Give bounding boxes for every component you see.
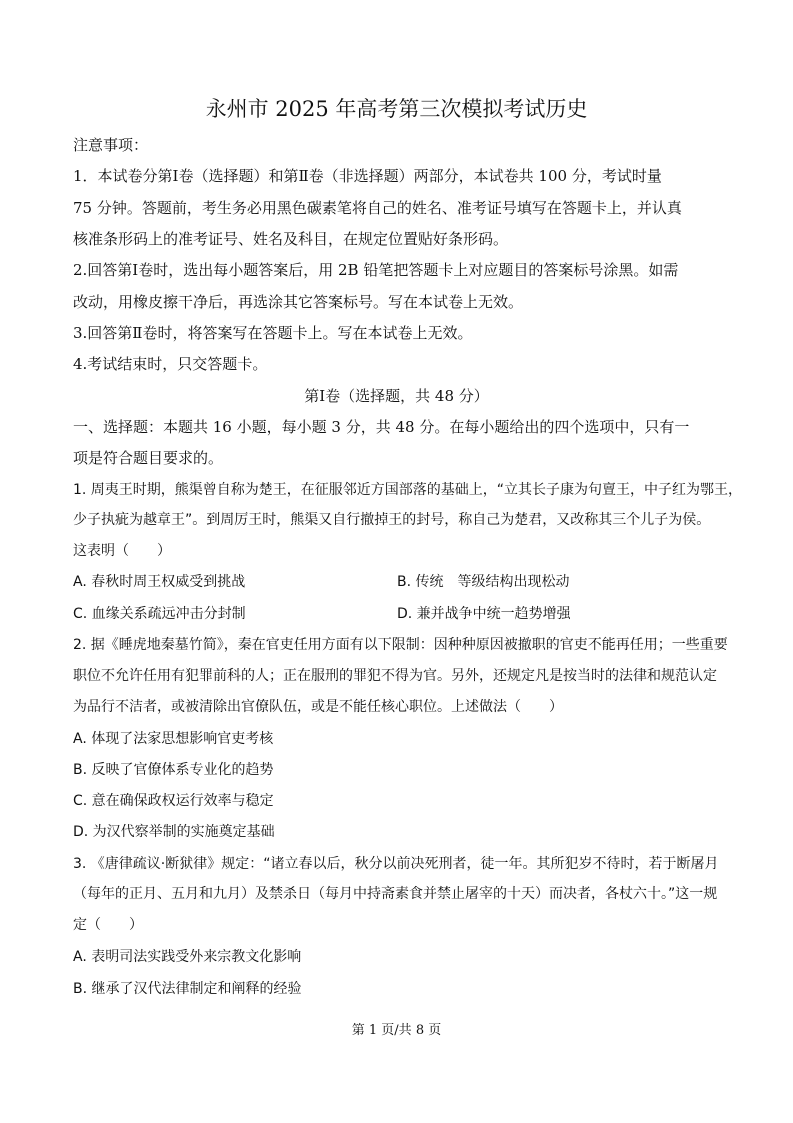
- section-intro-line: 项是符合题目要求的。: [73, 449, 224, 467]
- exam-title: 永州市 2025 年高考第三次模拟考试历史: [205, 97, 588, 121]
- notice-line: 改动，用橡皮擦干净后，再选涂其它答案标号。写在本试卷上无效。: [73, 293, 524, 311]
- question-1-text: 这表明（ ）: [73, 543, 171, 559]
- question-3-text: 3. 《唐律疏议·断狱律》规定：“诸立春以后，秋分以前决死刑者，徒一年。其所犯岁不待时，若于断屠月: [73, 856, 719, 872]
- question-2-text: 2. 据《睡虎地秦墓竹简》，秦在官吏任用方面有以下限制：因种种原因被撤职的官吏不能再任用；一些重要: [73, 637, 728, 653]
- question-2-option-a: A. 体现了法家思想影响官吏考核: [73, 731, 274, 747]
- question-1-option-a: A. 春秋时周王权威受到挑战: [73, 574, 246, 590]
- question-1-option-b: B. 传统 等级结构出现松动: [397, 574, 570, 590]
- notice-line: 4.考试结束时，只交答题卡。: [73, 355, 268, 373]
- section-intro-line: 一、选择题：本题共 16 小题，每小题 3 分，共 48 分。在每小题给出的四个选项中，只有一: [73, 418, 690, 436]
- notice-line: 1．本试卷分第Ⅰ卷（选择题）和第Ⅱ卷（非选择题）两部分，本试卷共 100 分，考试时量: [73, 167, 662, 185]
- notice-line: 75 分钟。答题前，考生务必用黑色碳素笔将自己的姓名、准考证号填写在答题卡上，并认真: [73, 199, 682, 217]
- section-title: 第Ⅰ卷（选择题，共 48 分）: [304, 387, 489, 405]
- question-1-text: 1. 周夷王时期，熊渠曾自称为楚王，在征服邻近方国部落的基础上，“立其长子康为句亶王，中子红为鄂王，: [73, 482, 743, 498]
- question-2-text: 为品行不洁者，或被清除出官僚队伍，或是不能任核心职位。上述做法（ ）: [73, 699, 563, 715]
- question-3-text: （每年的正月、五月和九月）及禁杀日（每月中持斋素食并禁止屠宰的十天）而决者，各杖六十。”这一规: [73, 886, 718, 902]
- notice-line: 核准条形码上的准考证号、姓名及科目，在规定位置贴好条形码。: [73, 230, 509, 248]
- page-footer: 第 1 页/共 8 页: [351, 1023, 442, 1038]
- question-2-option-c: C. 意在确保政权运行效率与稳定: [73, 793, 274, 809]
- question-2-option-b: B. 反映了官僚体系专业化的趋势: [73, 762, 274, 778]
- notice-line: 2.回答第Ⅰ卷时，选出每小题答案后，用 2B 铅笔把答题卡上对应题目的答案标号涂黑。如需: [73, 261, 679, 279]
- question-2-text: 职位不允许任用有犯罪前科的人；正在服刑的罪犯不得为官。另外，还规定凡是按当时的法律和规范认定: [73, 668, 717, 684]
- notice-line: 3.回答第Ⅱ卷时，将答案写在答题卡上。写在本试卷上无效。: [73, 324, 473, 342]
- question-3-option-a: A. 表明司法实践受外来宗教文化影响: [73, 949, 302, 965]
- question-1-text: 少子执疵为越章王”。到周厉王时，熊渠又自行撤掉王的封号，称自己为楚君，又改称其三个儿子为侯。: [73, 512, 711, 528]
- question-3-text: 定（ ）: [73, 917, 143, 933]
- notice-heading: 注意事项：: [73, 136, 149, 154]
- question-1-option-c: C. 血缘关系疏远冲击分封制: [73, 606, 246, 622]
- question-3-option-b: B. 继承了汉代法律制定和阐释的经验: [73, 981, 302, 997]
- question-2-option-d: D. 为汉代察举制的实施奠定基础: [73, 824, 275, 840]
- question-1-option-d: D. 兼并战争中统一趋势增强: [397, 606, 571, 622]
